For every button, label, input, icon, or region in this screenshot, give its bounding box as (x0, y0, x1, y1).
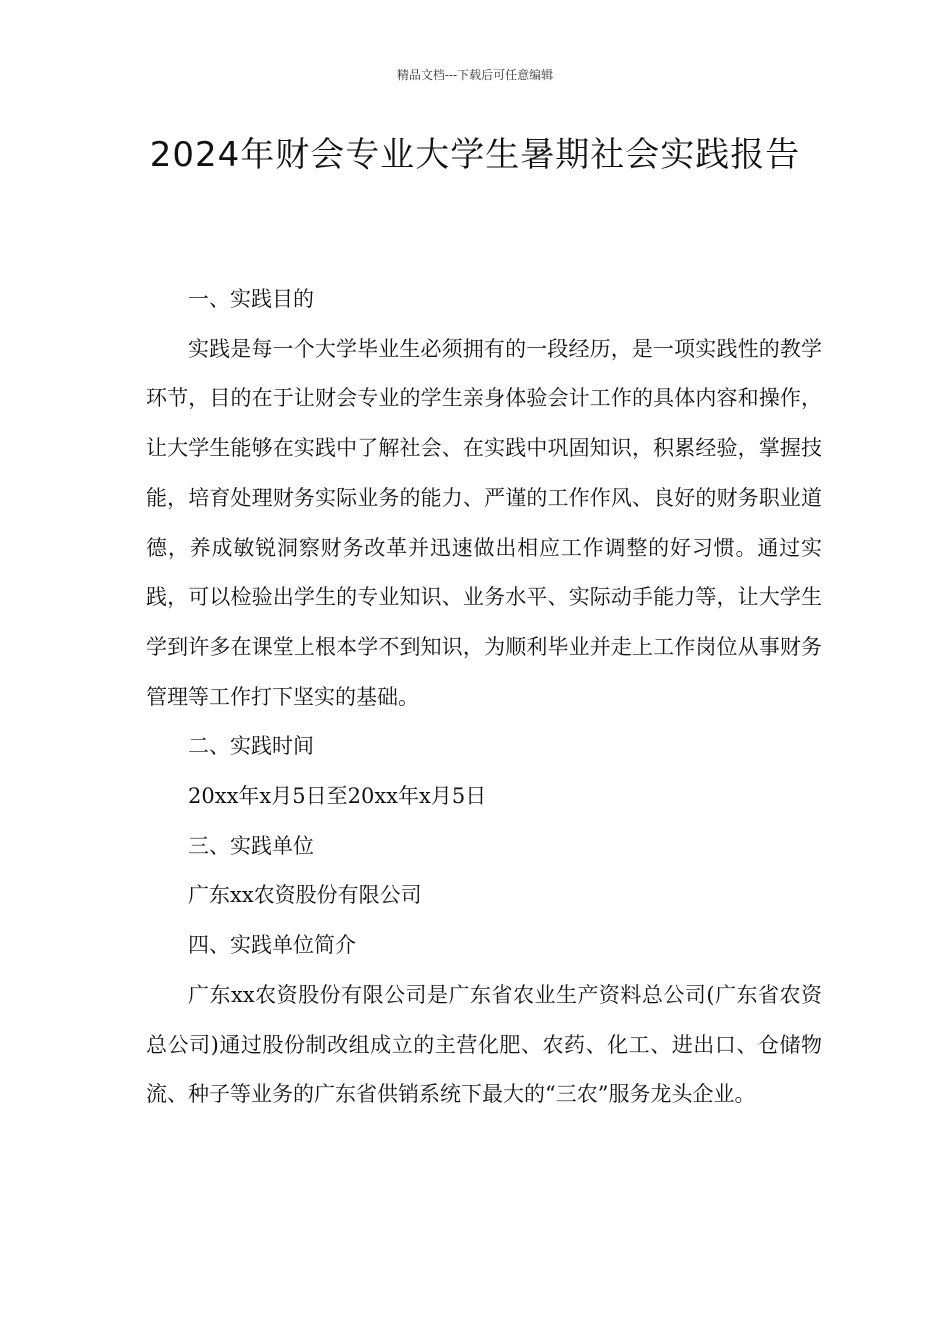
paragraph-purpose: 实践是每一个大学毕业生必须拥有的一段经历，是一项实践性的教学环节，目的在于让财会专业的学生亲身体验会计工作的具体内容和操作，让大学生能够在实践中了解社会、在实践中巩固知识，积累经验，掌握技能，培育处理财务实际业务的能力、严谨的工作作风、良好的财务职业道德，养成敏锐洞察财务改革并迅速做出相应工作调整的好习惯。通过实践，可以检验出学生的专业知识、业务水平、实际动手能力等，让大学生学到许多在课堂上根本学不到知识，为顺利毕业并走上工作岗位从事财务管理等工作打下坚实的基础。 (146, 336, 822, 709)
section-heading-unit-intro: 四、实践单位简介 (188, 933, 356, 958)
paragraph-unit: 广东xx农资股份有限公司 (188, 883, 422, 908)
page-header: 精品文档---下载后可任意编辑 (396, 68, 554, 82)
section-heading-unit: 三、实践单位 (188, 833, 314, 858)
paragraph-time: 20xx年x月5日至20xx年x月5日 (188, 784, 487, 809)
section-heading-time: 二、实践时间 (188, 734, 314, 759)
document-body (146, 275, 822, 1120)
paragraph-unit-intro: 广东xx农资股份有限公司是广东省农业生产资料总公司(广东省农资总公司)通过股份制改组成立的主营化肥、农药、化工、进出口、仓储物流、种子等业务的广东省供销系统下最大的“三农”服务龙头企业。 (146, 982, 822, 1107)
section-heading-purpose: 一、实践目的 (188, 287, 314, 311)
document-title: 2024年财会专业大学生暑期社会实践报告 (149, 135, 801, 175)
